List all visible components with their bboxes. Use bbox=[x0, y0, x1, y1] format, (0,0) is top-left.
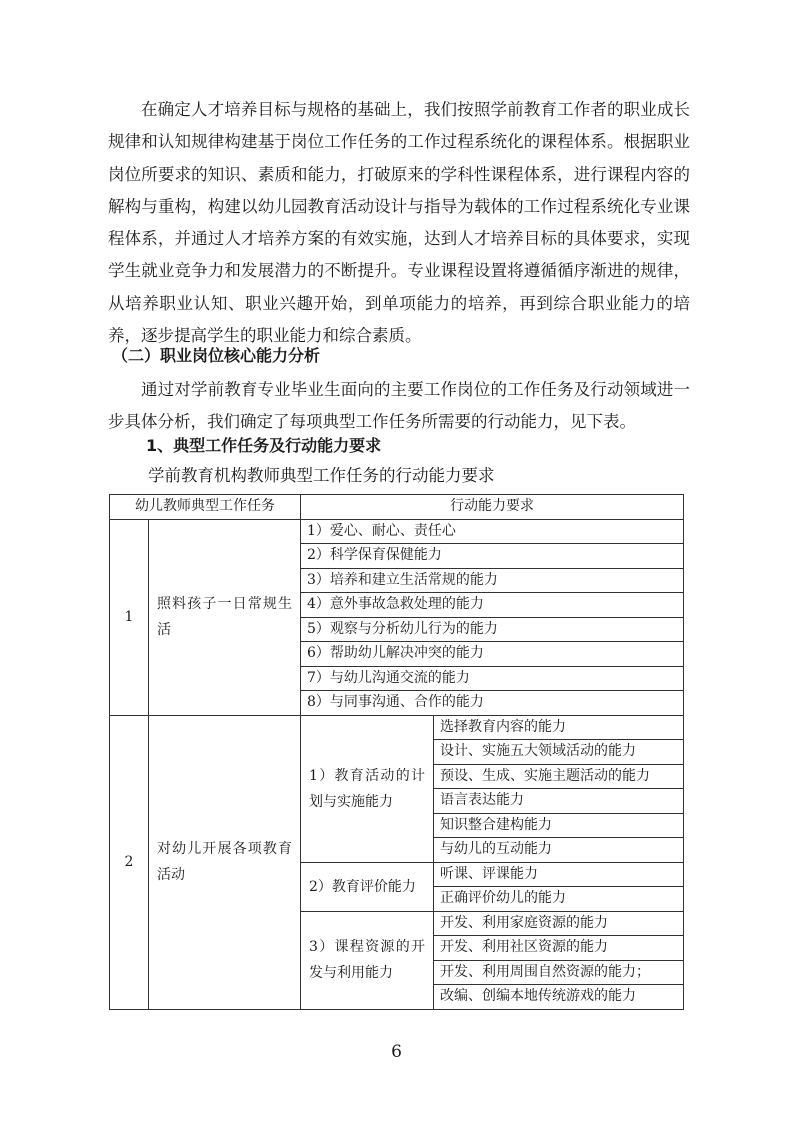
ability-item: 开发、利用家庭资源的能力 bbox=[434, 911, 684, 936]
ability-item: 听课、评课能力 bbox=[434, 862, 684, 887]
table-row bbox=[110, 519, 684, 544]
header-ability: 行动能力要求 bbox=[301, 495, 684, 520]
ability-item: 正确评价幼儿的能力 bbox=[434, 887, 684, 912]
ability-item: 预设、生成、实施主题活动的能力 bbox=[434, 764, 684, 789]
ability-item: 语言表达能力 bbox=[434, 789, 684, 814]
task-name: 对幼儿开展各项教育活动 bbox=[149, 715, 301, 1009]
section-heading: （二）职业岗位核心能力分析 bbox=[112, 346, 321, 365]
ability-item: 知识整合建构能力 bbox=[434, 813, 684, 838]
ability-item: 7）与幼儿沟通交流的能力 bbox=[301, 666, 684, 691]
ability-item: 3）培养和建立生活常规的能力 bbox=[301, 568, 684, 593]
ability-item: 6）帮助幼儿解决冲突的能力 bbox=[301, 642, 684, 667]
ability-item: 选择教育内容的能力 bbox=[434, 715, 684, 740]
task-name: 照料孩子一日常规生活 bbox=[149, 519, 301, 715]
ability-item: 改编、创编本地传统游戏的能力 bbox=[434, 985, 684, 1010]
ability-table bbox=[109, 494, 684, 1010]
ability-item: 8）与同事沟通、合作的能力 bbox=[301, 691, 684, 716]
ability-item: 1）爱心、耐心、责任心 bbox=[301, 519, 684, 544]
ability-item: 设计、实施五大领域活动的能力 bbox=[434, 740, 684, 765]
section-paragraph: 通过对学前教育专业毕业生面向的主要工作岗位的工作任务及行动领域进一步具体分析，我们确定了每项典型工作任务所需要的行动能力，见下表。 bbox=[108, 380, 690, 432]
page-number: 6 bbox=[391, 1042, 402, 1062]
table-row bbox=[110, 715, 684, 740]
ability-item: 与幼儿的互动能力 bbox=[434, 838, 684, 863]
task-number: 1 bbox=[110, 519, 149, 715]
ability-item: 开发、利用社区资源的能力 bbox=[434, 936, 684, 961]
header-task: 幼儿教师典型工作任务 bbox=[110, 495, 301, 520]
ability-group: 3）课程资源的开发与利用能力 bbox=[301, 911, 434, 1009]
subsection-heading: 1、典型工作任务及行动能力要求 bbox=[146, 436, 382, 455]
ability-group: 2）教育评价能力 bbox=[301, 862, 434, 911]
ability-item: 5）观察与分析幼儿行为的能力 bbox=[301, 617, 684, 642]
task-number: 2 bbox=[110, 715, 149, 1009]
table-caption: 学前教育机构教师典型工作任务的行动能力要求 bbox=[148, 466, 495, 485]
ability-item: 开发、利用周围自然资源的能力； bbox=[434, 960, 684, 985]
intro-paragraph: 在确定人才培养目标与规格的基础上，我们按照学前教育工作者的职业成长规律和认知规律构建基于岗位工作任务的工作过程系统化的课程体系。根据职业岗位所要求的知识、素质和能力，打破原来的学科性课程体系，进行课程内容的解构与重构，构建以幼儿园教育活动设计与指导为载体的工作过程系统化专业课程体系，并通过人才培养方案的有效实施，达到人才培养目标的具体要求，实现学生就业竞争力和发展潜力的不断提升。专业课程设置将遵循循序渐进的规律，从培养职业认知、职业兴趣开始，到单项能力的培养，再到综合职业能力的培养，逐步提高学生的职业能力和综合素质。 bbox=[108, 100, 690, 346]
ability-item: 4）意外事故急救处理的能力 bbox=[301, 593, 684, 618]
ability-group: 1）教育活动的计划与实施能力 bbox=[301, 715, 434, 862]
ability-item: 2）科学保育保健能力 bbox=[301, 544, 684, 569]
table-header-row bbox=[110, 495, 684, 520]
